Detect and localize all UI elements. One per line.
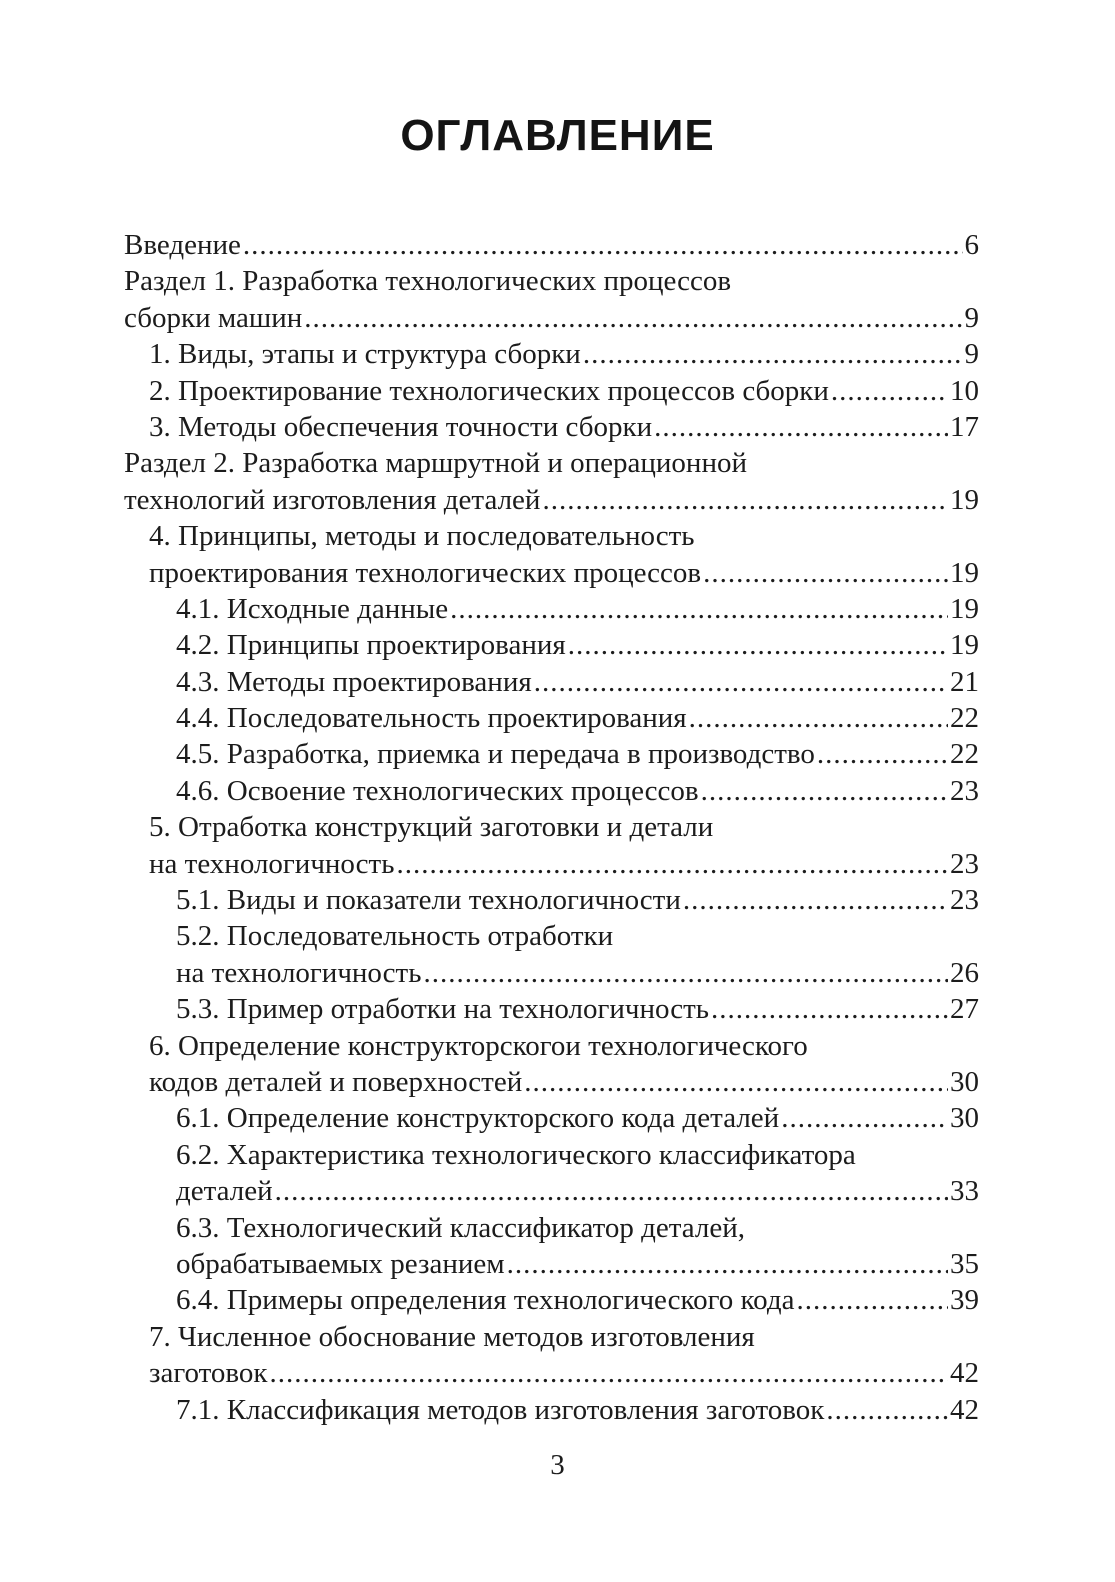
toc-entry-title: 4.5. Разработка, приемка и передача в производство [176,738,815,771]
toc-leader-dots [423,955,948,991]
toc-entry [124,1392,979,1428]
toc-entry [124,809,979,845]
toc-entry-title: 4. Принципы, методы и последовательность [149,520,695,553]
toc-leader-dots [781,1100,948,1136]
toc-entry-title: 7.1. Классификация методов изготовления заготовок [176,1393,825,1426]
toc-entry-page: 42 [950,1393,979,1426]
toc-entry [124,955,979,991]
toc-entry [124,1282,979,1318]
toc-entry-title: 5.2. Последовательность отработки [176,920,614,953]
toc-entry-page: 23 [950,847,979,880]
toc-entry-page: 19 [950,483,979,516]
toc-entry [124,555,979,591]
toc-entry-page: 10 [950,374,979,407]
toc-entry-page: 39 [950,1284,979,1317]
toc-entry-title: заготовок [149,1357,268,1390]
toc-entry-title: на технологичность [176,956,422,989]
toc-entry-title: проектирования технологических процессов [149,556,702,589]
toc-leader-dots [275,1173,948,1209]
toc-entry-title: 6.4. Примеры определения технологического кода [176,1284,795,1317]
toc-entry-page: 23 [950,774,979,807]
toc-entry-page: 21 [950,665,979,698]
toc-entry [124,227,979,263]
toc-entry [124,1319,979,1355]
toc-leader-dots [507,1246,948,1282]
toc-entry-title: кодов деталей и поверхностей [149,1065,523,1098]
toc-entry [124,1355,979,1391]
toc-entry-page: 42 [950,1357,979,1390]
toc-entry-title: сборки машин [124,301,303,334]
toc-entry-title: 4.4. Последовательность проектирования [176,702,687,735]
toc-entry-title: 5.3. Пример отработки на технологичность [176,993,710,1026]
page-title: ОГЛАВЛЕНИЕ [400,111,715,160]
toc-entry [124,336,979,372]
toc-leader-dots [703,555,948,591]
toc-entry [124,482,979,518]
toc-entry-title: технологий изготовления деталей [124,483,541,516]
toc-entry-page: 19 [950,629,979,662]
toc-entry-title: 3. Методы обеспечения точности сборки [149,410,653,443]
toc-entry [124,846,979,882]
toc-entry-page: 22 [950,702,979,735]
toc-entry [124,445,979,481]
toc-leader-dots [568,627,948,663]
toc-entry [124,300,979,336]
toc-entry [124,736,979,772]
toc-entry-title: 6. Определение конструкторскогои технологического [149,1029,808,1062]
toc-entry [124,700,979,736]
toc-entry [124,991,979,1027]
toc-leader-dots [524,1064,948,1100]
toc-entry-page: 30 [950,1065,979,1098]
toc-entry-title: обрабатываемых резанием [176,1247,505,1280]
toc-leader-dots [243,227,963,263]
toc-entry-title: 6.1. Определение конструкторского кода деталей [176,1102,780,1135]
toc-leader-dots [304,300,962,336]
toc-leader-dots [450,591,948,627]
toc-entry-page: 35 [950,1247,979,1280]
toc-leader-dots [689,700,948,736]
toc-entry [124,1173,979,1209]
toc-leader-dots [396,846,948,882]
toc-entry [124,773,979,809]
toc-entry-page: 30 [950,1102,979,1135]
toc-leader-dots [701,773,948,809]
toc-leader-dots [683,882,948,918]
toc-leader-dots [534,664,948,700]
toc-entry-title: 1. Виды, этапы и структура сборки [149,338,581,371]
toc-entry-title: 4.3. Методы проектирования [176,665,532,698]
toc-leader-dots [711,991,948,1027]
toc-entry-title: Раздел 1. Разработка технологических процессов [124,265,732,298]
toc-entry [124,1100,979,1136]
toc-leader-dots [817,736,948,772]
toc-entry-title: 7. Численное обоснование методов изготовления [149,1320,755,1353]
toc-entry-title: Раздел 2. Разработка маршрутной и операционной [124,447,747,480]
toc-entry [124,1246,979,1282]
toc-entry-page: 9 [964,338,979,371]
toc-leader-dots [826,1392,948,1428]
toc-entry-title: Введение [124,229,241,261]
toc-entry-page: 17 [950,410,979,443]
toc-leader-dots [831,373,948,409]
toc-entry [124,1064,979,1100]
toc-entry-title: 4.6. Освоение технологических процессов [176,774,699,807]
toc-entry [124,373,979,409]
toc-entry [124,591,979,627]
table-of-contents [124,227,979,1428]
toc-entry-page: 19 [950,592,979,625]
toc-entry-title: 5.1. Виды и показатели технологичности [176,884,681,917]
toc-leader-dots [542,482,948,518]
toc-entry [124,263,979,299]
toc-leader-dots [270,1355,949,1391]
toc-entry-page: 26 [950,956,979,989]
toc-entry [124,1028,979,1064]
toc-entry-title: деталей [176,1175,273,1208]
toc-leader-dots [796,1282,948,1318]
toc-entry-page: 19 [950,556,979,589]
toc-entry-title: 4.1. Исходные данные [176,592,449,625]
toc-entry [124,1210,979,1246]
toc-entry-title: 6.2. Характеристика технологического классификатора [176,1138,856,1171]
toc-entry [124,1137,979,1173]
toc-entry-title: на технологичность [149,847,395,880]
toc-entry-title: 4.2. Принципы проектирования [176,629,566,662]
toc-entry-page: 9 [964,301,979,334]
toc-entry [124,518,979,554]
toc-entry-page: 27 [950,993,979,1026]
toc-entry [124,409,979,445]
toc-entry-title: 2. Проектирование технологических процессов сборки [149,374,829,407]
toc-entry-title: 6.3. Технологический классификатор деталей, [176,1211,746,1244]
toc-entry-page: 22 [950,738,979,771]
toc-entry-page: 6 [964,229,979,261]
toc-entry [124,918,979,954]
toc-leader-dots [583,336,963,372]
toc-entry [124,627,979,663]
toc-entry-page: 23 [950,884,979,917]
toc-entry-title: 5. Отработка конструкций заготовки и детали [149,811,714,844]
toc-entry-page: 33 [950,1175,979,1208]
toc-entry [124,882,979,918]
toc-leader-dots [654,409,948,445]
page-number: 3 [550,1449,565,1481]
toc-entry [124,664,979,700]
